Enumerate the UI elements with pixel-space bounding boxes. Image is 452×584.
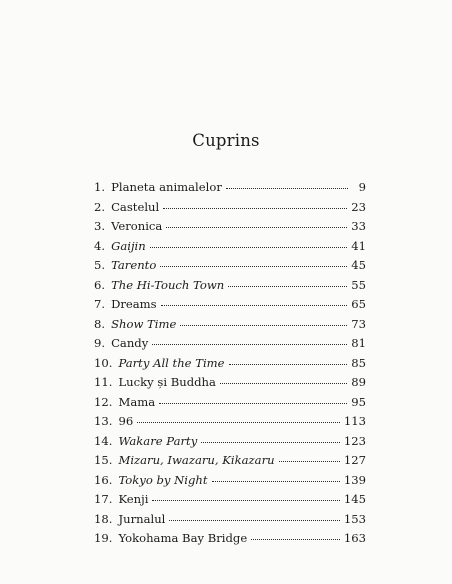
toc-dot-leader [228, 286, 347, 287]
toc-dot-leader [279, 461, 340, 462]
toc-entry-title: The Hi-Touch Town [111, 277, 225, 292]
toc-entry-number: 10. [94, 355, 113, 370]
toc-entry-number: 12. [94, 394, 113, 409]
toc-entry-page: 73 [351, 316, 366, 331]
toc-entry [94, 276, 366, 296]
toc-entry [94, 471, 366, 491]
toc-entry-title: Mizaru, Iwazaru, Kikazaru [118, 453, 275, 467]
toc-entry-title: Lucky și Buddha [118, 375, 216, 389]
toc-entry-title: Castelul [111, 199, 160, 214]
toc-entry-title: Veronica [111, 219, 163, 233]
toc-entry-page: 9 [358, 180, 366, 194]
toc-entry-page: 153 [343, 511, 366, 526]
toc-entry [94, 354, 366, 374]
toc-entry [94, 529, 366, 549]
toc-entry-number: 16. [94, 472, 113, 487]
toc-dot-leader [152, 500, 339, 501]
toc-entry-title: Candy [111, 336, 149, 350]
toc-entry [94, 451, 366, 471]
toc-list [94, 178, 366, 549]
toc-entry [94, 490, 366, 510]
toc-entry [94, 295, 366, 315]
toc-dot-leader [163, 208, 347, 209]
toc-entry-title: Wakare Party [118, 433, 198, 448]
toc-entry-title: Dreams [111, 297, 157, 311]
toc-entry-title: 96 [118, 414, 134, 428]
toc-entry-title: Party All the Time [118, 355, 225, 370]
toc-entry [94, 432, 366, 452]
toc-dot-leader [169, 520, 339, 521]
toc-entry-page: 41 [351, 238, 366, 253]
toc-entry-page: 45 [351, 258, 366, 272]
toc-dot-leader [229, 364, 348, 365]
toc-entry-page: 95 [351, 394, 366, 409]
toc-entry-number: 13. [94, 414, 113, 428]
toc-entry [94, 373, 366, 393]
toc-entry-page: 85 [351, 355, 366, 370]
toc-entry-title: Show Time [111, 316, 177, 331]
toc-entry-page: 81 [351, 336, 366, 350]
toc-dot-leader [150, 247, 348, 248]
toc-entry-page: 65 [351, 297, 366, 311]
toc-entry-number: 4. [94, 238, 106, 253]
toc-entry-title: Planeta animalelor [111, 180, 222, 194]
toc-entry-page: 145 [343, 492, 366, 506]
toc-entry [94, 178, 366, 198]
toc-entry-number: 2. [94, 199, 106, 214]
toc-entry [94, 198, 366, 218]
toc-entry-number: 18. [94, 511, 113, 526]
toc-dot-leader [180, 325, 347, 326]
toc-entry-number: 3. [94, 219, 106, 233]
toc-entry-title: Tokyo by Night [118, 472, 208, 487]
toc-entry-title: Gaijin [111, 238, 146, 253]
toc-dot-leader [159, 403, 347, 404]
toc-dot-leader [166, 227, 347, 228]
toc-entry-number: 7. [94, 297, 106, 311]
toc-dot-leader [251, 539, 340, 540]
toc-entry-number: 17. [94, 492, 113, 506]
toc-entry-title: Jurnalul [118, 511, 166, 526]
toc-entry-page: 55 [351, 277, 366, 292]
toc-entry-title: Tarento [111, 258, 157, 272]
toc-entry [94, 217, 366, 237]
toc-entry-number: 14. [94, 433, 113, 448]
toc-entry-number: 9. [94, 336, 106, 350]
toc-entry [94, 510, 366, 530]
toc-entry-number: 15. [94, 453, 113, 467]
toc-entry [94, 334, 366, 354]
toc-entry [94, 256, 366, 276]
toc-dot-leader [160, 266, 347, 267]
toc-entry-title: Mama [118, 394, 156, 409]
toc-dot-leader [220, 383, 347, 384]
toc-entry-page: 113 [343, 414, 366, 428]
toc-entry-page: 89 [351, 375, 366, 389]
toc-dot-leader [201, 442, 340, 443]
toc-entry-number: 11. [94, 375, 113, 389]
toc-entry-number: 19. [94, 531, 113, 545]
toc-dot-leader [152, 344, 347, 345]
toc-entry-title: Kenji [118, 492, 149, 506]
toc-entry [94, 315, 366, 335]
toc-entry-number: 6. [94, 277, 106, 292]
toc-entry-page: 163 [343, 531, 366, 545]
toc-dot-leader [161, 305, 348, 306]
toc-title: Cuprins [192, 131, 260, 150]
toc-entry-number: 5. [94, 258, 106, 272]
toc-entry-page: 127 [343, 453, 366, 467]
toc-entry-page: 23 [351, 199, 366, 214]
toc-entry-page: 123 [343, 433, 366, 448]
toc-entry [94, 237, 366, 257]
toc-entry-number: 1. [94, 180, 106, 194]
toc-entry-title: Yokohama Bay Bridge [118, 531, 248, 545]
toc-entry [94, 393, 366, 413]
toc-entry-number: 8. [94, 316, 106, 331]
toc-dot-leader [226, 188, 348, 189]
toc-entry-page: 139 [343, 472, 366, 487]
toc-entry-page: 33 [351, 219, 366, 233]
toc-dot-leader [212, 481, 340, 482]
toc-entry [94, 412, 366, 432]
toc-dot-leader [137, 422, 340, 423]
